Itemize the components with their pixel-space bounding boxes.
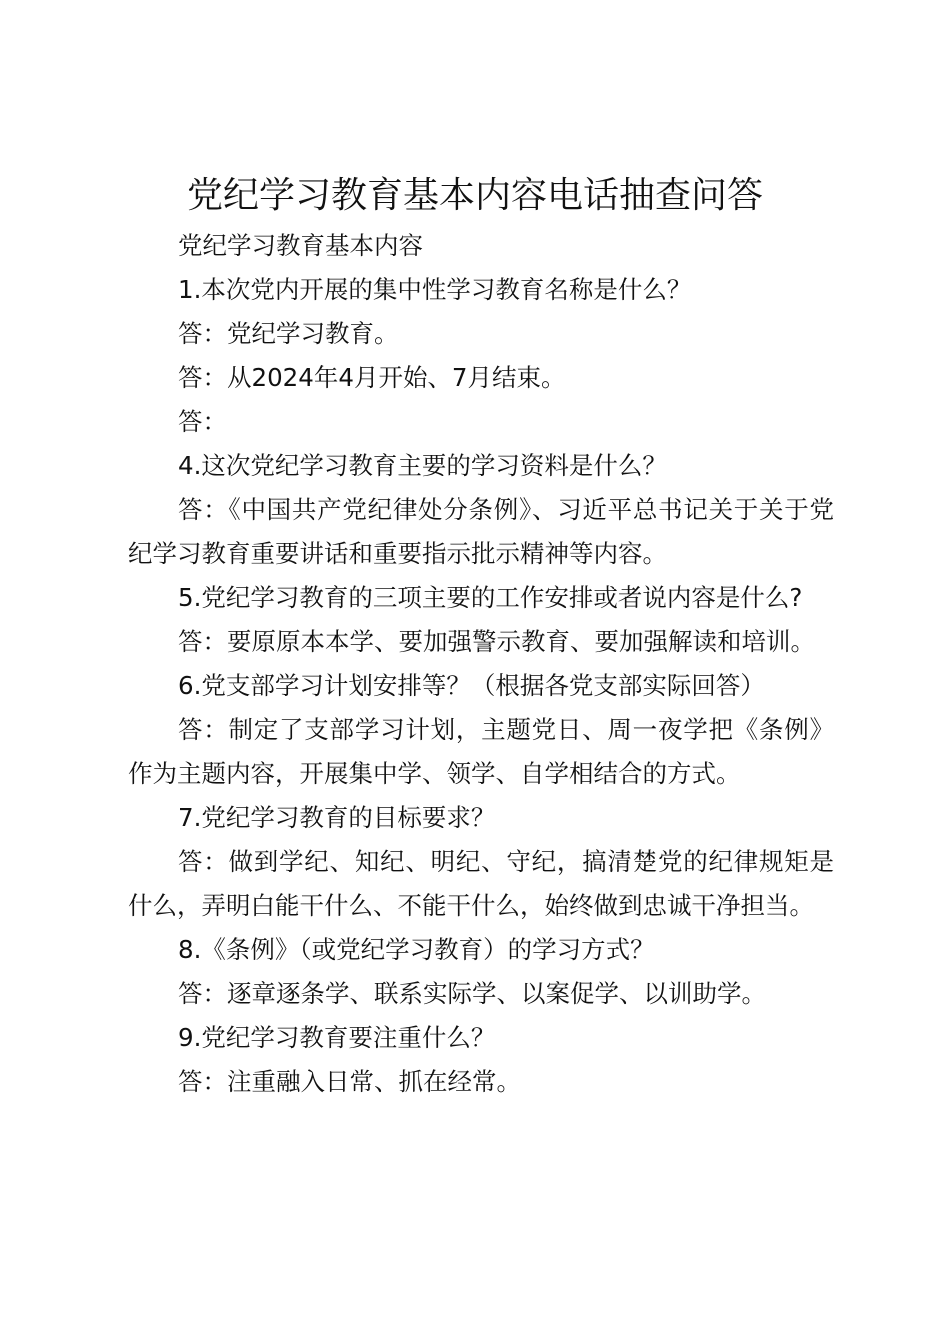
answer-1: 答：党纪学习教育。 <box>178 319 399 348</box>
section-heading: 党纪学习教育基本内容 <box>178 231 423 260</box>
answer-6: 答：制定了支部学习计划，主题党日、周一夜学把《条例》作为主题内容，开展集中学、领学、自学相结合的方式。 <box>128 715 834 788</box>
question-7: 7.党纪学习教育的目标要求？ <box>178 803 496 832</box>
answer-7: 答：做到学纪、知纪、明纪、守纪，搞清楚党的纪律规矩是什么，弄明白能干什么、不能干什么，始终做到忠诚干净担当。 <box>128 847 834 920</box>
question-6: 6.党支部学习计划安排等？（根据各党支部实际回答） <box>178 671 765 700</box>
answer-5: 答：要原原本本学、要加强警示教育、要加强解读和培训。 <box>178 627 815 656</box>
question-5: 5.党纪学习教育的三项主要的工作安排或者说内容是什么? <box>178 583 803 612</box>
document-body <box>128 224 834 1104</box>
answer-4: 答：《中国共产党纪律处分条例》、习近平总书记关于关于党纪学习教育重要讲话和重要指示批示精神等内容。 <box>128 495 834 568</box>
question-8: 8.《条例》（或党纪学习教育）的学习方式？ <box>178 935 655 964</box>
answer-9: 答：注重融入日常、抓在经常。 <box>178 1067 521 1096</box>
question-1: 1.本次党内开展的集中性学习教育名称是什么？ <box>178 275 692 304</box>
answer-2: 答：从2024年4月开始、7月结束。 <box>178 363 566 392</box>
answer-3: 答： <box>178 407 227 436</box>
document-title: 党纪学习教育基本内容电话抽查问答 <box>186 175 763 216</box>
question-9: 9.党纪学习教育要注重什么？ <box>178 1023 496 1052</box>
question-4: 4.这次党纪学习教育主要的学习资料是什么？ <box>178 451 667 480</box>
answer-8: 答：逐章逐条学、联系实际学、以案促学、以训助学。 <box>178 979 766 1008</box>
